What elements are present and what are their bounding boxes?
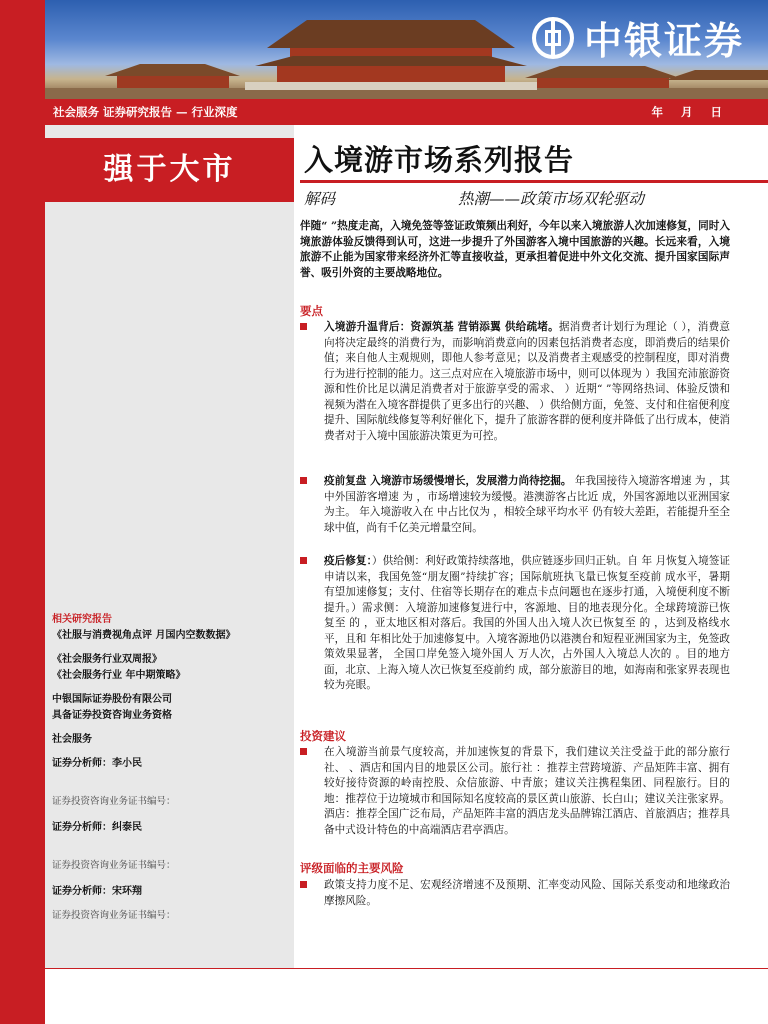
bullet-item (300, 745, 730, 838)
section-risk: 评级面临的主要风险 (300, 861, 404, 875)
subtitle-part1: 解码 (304, 190, 336, 208)
report-subtitle (304, 187, 645, 209)
bullet-square-icon (300, 557, 307, 564)
company-name: 中银国际证券股份有限公司 (52, 694, 172, 705)
intro-paragraph: 伴随“ ”热度走高，入境免签等签证政策频出利好，今年以来入境旅游人次加速修复，同时入境旅游体验反馈得到认可，这进一步提升了外国游客入境中国旅游的兴趣。长远来看，入境旅游不止能为国家带来经济外汇等直接收益，更承担着促进中外文化交流、提升国家国际声誉、吸引外资的主要战略地位。 (300, 220, 730, 279)
bullet-item (300, 320, 730, 444)
related-report-2: 《社会服务行业双周报》 (52, 654, 162, 665)
brand-name: 中银证券 (583, 19, 744, 63)
report-category: 社会服务 证券研究报告 — 行业深度 (53, 105, 238, 119)
bullet-body: 在入境游当前景气度较高，并加速恢复的背景下，我们建议关注受益于此的部分旅行社、 、酒店和国内目的地景区公司。旅行社 ：推荐主营跨境游、产品矩阵丰富、拥有较好接待资源的岭南控股、众信旅游、中青旅；建议关注携程集团、同程旅行。目的地：推荐位于边境城市和国际知名度较高的景区黄山旅游、长白山；建议关注张家界。酒店：推荐全国广泛布局，产品矩阵丰富的酒店龙头品牌锦江酒店、首旅酒店；推荐具备中式设计特色的中高端酒店君亭酒店。 (324, 746, 730, 836)
bullet-body: 年我国接待入境游客增速 为 ，其中外国游客增速 为 ，市场增速较为缓慢。港澳游客占比近 成，外国客源地以亚洲国家为主。 年入境游收入在 中占比仅为 ，相较全球平均水平 仍有较大差距，若能提升至全球中值，尚有千亿美元增量空间。 (324, 475, 730, 534)
bullet-body: ）供给侧：利好政策持续落地，供应链逐步回归正轨。自 年 月恢复入境签证申请以来，我国免签“朋友圈”持续扩容；国际航班执飞量已恢复至疫前 成水平，暑期有望加速修复；支付、住宿等长期存在的难点卡点问题也在逐步打通，入境便利度不断提升。）需求侧：入境游加速修复进行中，客源地、目的地表现分化。全球跨境游已恢复至 的 ，亚太地区相对落后。我国的外国人出入境人次已恢复至 的 ，达到及格线水平，且和 年相比处于加速修复中。入境客源地仍以港澳台和短程亚洲国家为主，免签政策效果显著， 全国口岸免签入境外国人 万人次，占外国人入境总人次的 。目的地方面，北京、上海入境人次已恢复至疫前约 成，部分旅游目的地，如海南和张家界表现也较为亮眼。 (324, 555, 731, 691)
analyst-2-cert: 证券投资咨询业务证书编号： (52, 860, 176, 871)
bottom-divider (45, 968, 768, 969)
left-accent-bar (0, 0, 45, 1024)
bullet-lead: 疫前复盘 入境游市场缓慢增长，发展潜力尚待挖掘。 (324, 475, 572, 487)
bullet-square-icon (300, 323, 307, 330)
bullet-square-icon (300, 748, 307, 755)
title-divider (300, 180, 768, 183)
analyst-3-name: 证券分析师：宋环翔 (52, 886, 142, 897)
brand-logo (532, 10, 744, 65)
bullet-item (300, 474, 730, 536)
related-reports-title: 相关研究报告 (52, 614, 112, 625)
analyst-3-cert: 证券投资咨询业务证书编号： (52, 910, 176, 921)
bullet-body: 政策支持力度不足、宏观经济增速不及预期、汇率变动风险、国际关系变动和地缘政治摩擦风险。 (324, 879, 730, 907)
section-keypoints: 要点 (300, 304, 323, 318)
report-header-strip (45, 99, 768, 125)
bullet-square-icon (300, 881, 307, 888)
company-qualification: 具备证券投资咨询业务资格 (52, 710, 172, 721)
sector-label: 社会服务 (52, 734, 92, 745)
report-title: 入境游市场系列报告 (304, 143, 575, 177)
analyst-2-name: 证券分析师：纠泰民 (52, 822, 142, 833)
sidebar-info (52, 612, 288, 924)
analyst-1-name: 证券分析师：李小民 (52, 758, 142, 769)
section-investment: 投资建议 (300, 729, 346, 743)
bullet-item (300, 878, 730, 909)
related-report-1: 《社服与消费视角点评 月国内空数数据》 (52, 630, 236, 641)
rating-slogan: 强于大市 (45, 138, 294, 202)
related-report-3: 《社会服务行业 年中期策略》 (52, 670, 186, 681)
bullet-body: 据消费者计划行为理论（ ），消费意向将决定最终的消费行为，而影响消费意向的因素包括消费者态度，即消费后的结果价值；来自他人主观规则，即他人参考意见；以及消费者主观感受的控制程度，即对消费行为进行控制的能力。这三点对应在入境旅游市场中，则可以体现为 ）我国充沛旅游资源和性价比足以满足消费者对于旅游享受的需求、 ）近期“ ”等网络热词、体验反馈和视频为潜在入境客群提供了更多出行的兴趣、 ）供给侧方面，免签、支付和住宿便利度提升、国际航线修复等利好催化下，提升了旅游客群的便利度并降低了出行成本，使消费者对于入境中国旅游决策更为可控。 (324, 321, 730, 442)
header-banner-image (45, 0, 768, 99)
bullet-item (300, 554, 730, 694)
analyst-1-cert: 证券投资咨询业务证书编号： (52, 796, 176, 807)
bullet-lead: 疫后修复： (324, 555, 372, 567)
subtitle-part2: 热潮——政策市场双轮驱动 (458, 190, 645, 208)
report-date: 年 月 日 (651, 105, 722, 119)
bullet-square-icon (300, 477, 307, 484)
bank-logo-icon (532, 17, 574, 59)
bullet-lead: 入境游升温背后：资源筑基 营销添翼 供给疏堵。 (324, 321, 559, 333)
